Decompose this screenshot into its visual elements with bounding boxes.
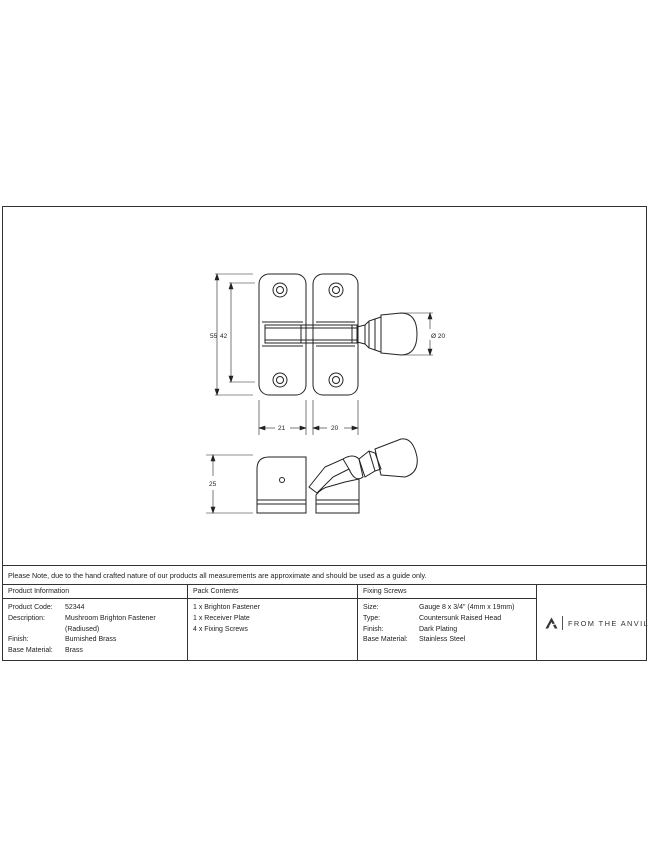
logo-divider	[562, 616, 563, 630]
row-label: Base Material:	[8, 647, 53, 655]
row-label: Finish:	[8, 636, 29, 644]
disclaimer-row	[3, 565, 646, 585]
row-value-continued: (Radiused)	[65, 625, 100, 633]
dim-fastener-width: 21	[278, 425, 286, 432]
dim-receiver-width: 20	[331, 425, 339, 432]
row-label: Product Code:	[8, 604, 53, 611]
info-row	[363, 635, 536, 646]
row-label: Description:	[8, 614, 45, 622]
bolt-bar	[265, 323, 357, 345]
row-value: 52344	[65, 604, 85, 611]
technical-drawing	[3, 207, 646, 565]
brand-name: FROM THE ANVIL	[568, 618, 650, 628]
info-row	[363, 625, 536, 636]
mushroom-knob	[357, 313, 417, 355]
fixing-screws-heading: Fixing Screws	[358, 585, 536, 599]
list-item: 1 x Receiver Plate	[193, 614, 250, 622]
info-row	[8, 646, 187, 657]
dim-overall-height: 55	[210, 333, 218, 340]
info-table	[3, 585, 650, 661]
pack-contents-heading: Pack Contents	[188, 585, 357, 599]
dim-knob-diameter: Ø 20	[431, 333, 446, 340]
row-value: Mushroom Brighton Fastener	[65, 614, 156, 622]
row-value: Countersunk Raised Head	[419, 614, 502, 622]
row-label: Finish:	[363, 625, 384, 633]
product-information-panel	[3, 585, 188, 661]
drawing-sheet	[2, 206, 650, 661]
disclaimer-note: Please Note, due to the hand crafted nature of our products all measurements are approximate and should be used as a guide only.	[8, 571, 427, 580]
row-label: Size:	[363, 604, 379, 611]
list-item: 4 x Fixing Screws	[193, 625, 248, 633]
info-row	[8, 635, 187, 646]
row-value: Dark Plating	[419, 625, 458, 633]
anvil-logo-icon	[545, 617, 558, 629]
info-row	[8, 603, 187, 614]
screw-hole-icon	[273, 283, 343, 387]
row-value: Gauge 8 x 3/4" (4mm x 19mm)	[419, 604, 515, 611]
info-row	[363, 603, 536, 614]
dimension-lines	[206, 274, 433, 513]
side-view	[257, 439, 417, 513]
pack-contents-panel	[188, 585, 358, 661]
row-value: Brass	[65, 647, 83, 655]
brand-panel	[537, 585, 650, 661]
info-row	[8, 625, 187, 636]
dim-side-height: 25	[209, 481, 217, 488]
list-item: 1 x Brighton Fastener	[193, 604, 260, 611]
info-row	[8, 614, 187, 625]
row-value: Burnished Brass	[65, 636, 117, 644]
dim-hole-spacing: 42	[220, 333, 228, 340]
row-label: Type:	[363, 614, 381, 622]
row-value: Stainless Steel	[419, 636, 466, 644]
brand-logo	[545, 616, 649, 630]
product-information-heading: Product Information	[3, 585, 187, 599]
fixing-screws-panel	[358, 585, 537, 661]
info-row	[363, 614, 536, 625]
row-label: Base Material:	[363, 636, 408, 644]
